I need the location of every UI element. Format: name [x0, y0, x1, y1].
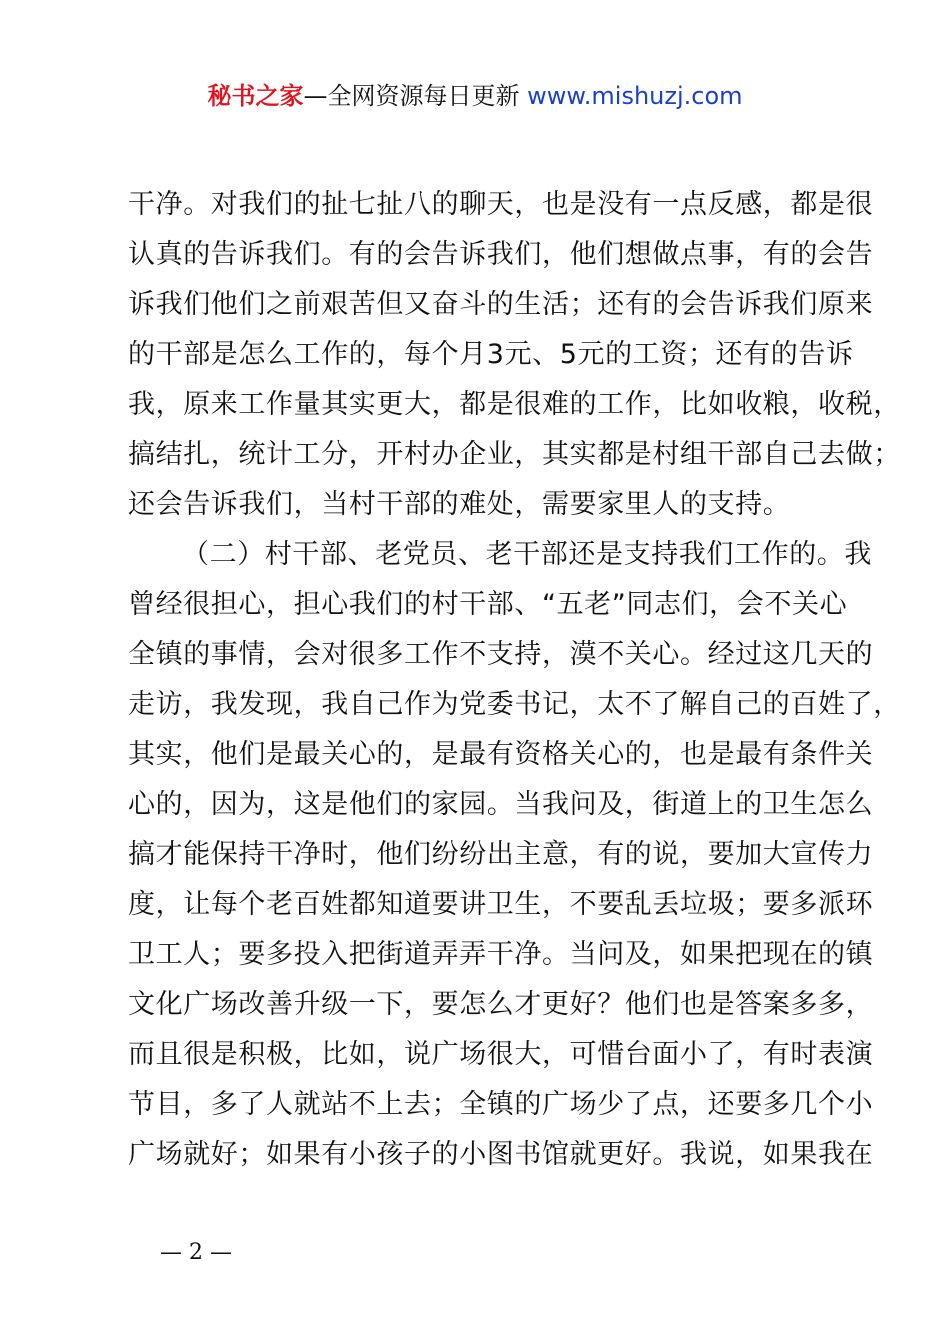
text-line: 卫工人；要多投入把街道弄弄干净。当问及，如果把现在的镇	[128, 939, 874, 970]
text-line: 诉我们他们之前艰苦但又奋斗的生活；还有的会告诉我们原来	[128, 289, 874, 320]
text-line: 心的，因为，这是他们的家园。当我问及，街道上的卫生怎么	[128, 789, 874, 820]
site-url-link[interactable]: www.mishuzj.com	[527, 82, 743, 110]
text-line: 干净。对我们的扯七扯八的聊天，也是没有一点反感，都是很	[128, 189, 874, 220]
text-line: 其实，他们是最关心的，是最有资格关心的，也是最有条件关	[128, 739, 874, 770]
text-line: 搞才能保持干净时，他们纷纷出主意，有的说，要加大宣传力	[128, 839, 874, 870]
site-tagline: —全网资源每日更新	[303, 82, 520, 110]
text-line: 而且很是积极，比如，说广场很大，可惜台面小了，有时表演	[128, 1039, 874, 1070]
text-line: 我，原来工作量其实更大，都是很难的工作，比如收粮，收税，	[128, 389, 901, 420]
text-line: 走访，我发现，我自己作为党委书记，太不了解自己的百姓了，	[128, 689, 901, 720]
site-header	[0, 80, 950, 112]
text-line: 文化广场改善升级一下，要怎么才更好？他们也是答案多多，	[128, 989, 874, 1020]
text-line: 的干部是怎么工作的，每个月3元、5元的工资；还有的告诉	[128, 339, 854, 370]
text-line: 度，让每个老百姓都知道要讲卫生，不要乱丢垃圾；要多派环	[128, 889, 874, 920]
text-line: 曾经很担心，担心我们的村干部、“五老”同志们，会不关心	[128, 589, 848, 620]
document-body	[128, 180, 901, 1180]
text-line: 全镇的事情，会对很多工作不支持，漠不关心。经过这几天的	[128, 639, 874, 670]
section-heading-line: （二）村干部、老党员、老干部还是支持我们工作的。我	[182, 539, 872, 570]
page-number: — 2 —	[160, 1240, 232, 1265]
text-line: 认真的告诉我们。有的会告诉我们，他们想做点事，有的会告	[128, 239, 874, 270]
site-brand: 秘书之家	[207, 82, 304, 110]
text-line: 广场就好；如果有小孩子的小图书馆就更好。我说，如果我在	[128, 1139, 874, 1170]
text-line: 还会告诉我们，当村干部的难处，需要家里人的支持。	[128, 489, 791, 520]
text-line: 节目，多了人就站不上去；全镇的广场少了点，还要多几个小	[128, 1089, 874, 1120]
text-line: 搞结扎，统计工分，开村办企业，其实都是村组干部自己去做；	[128, 439, 901, 470]
